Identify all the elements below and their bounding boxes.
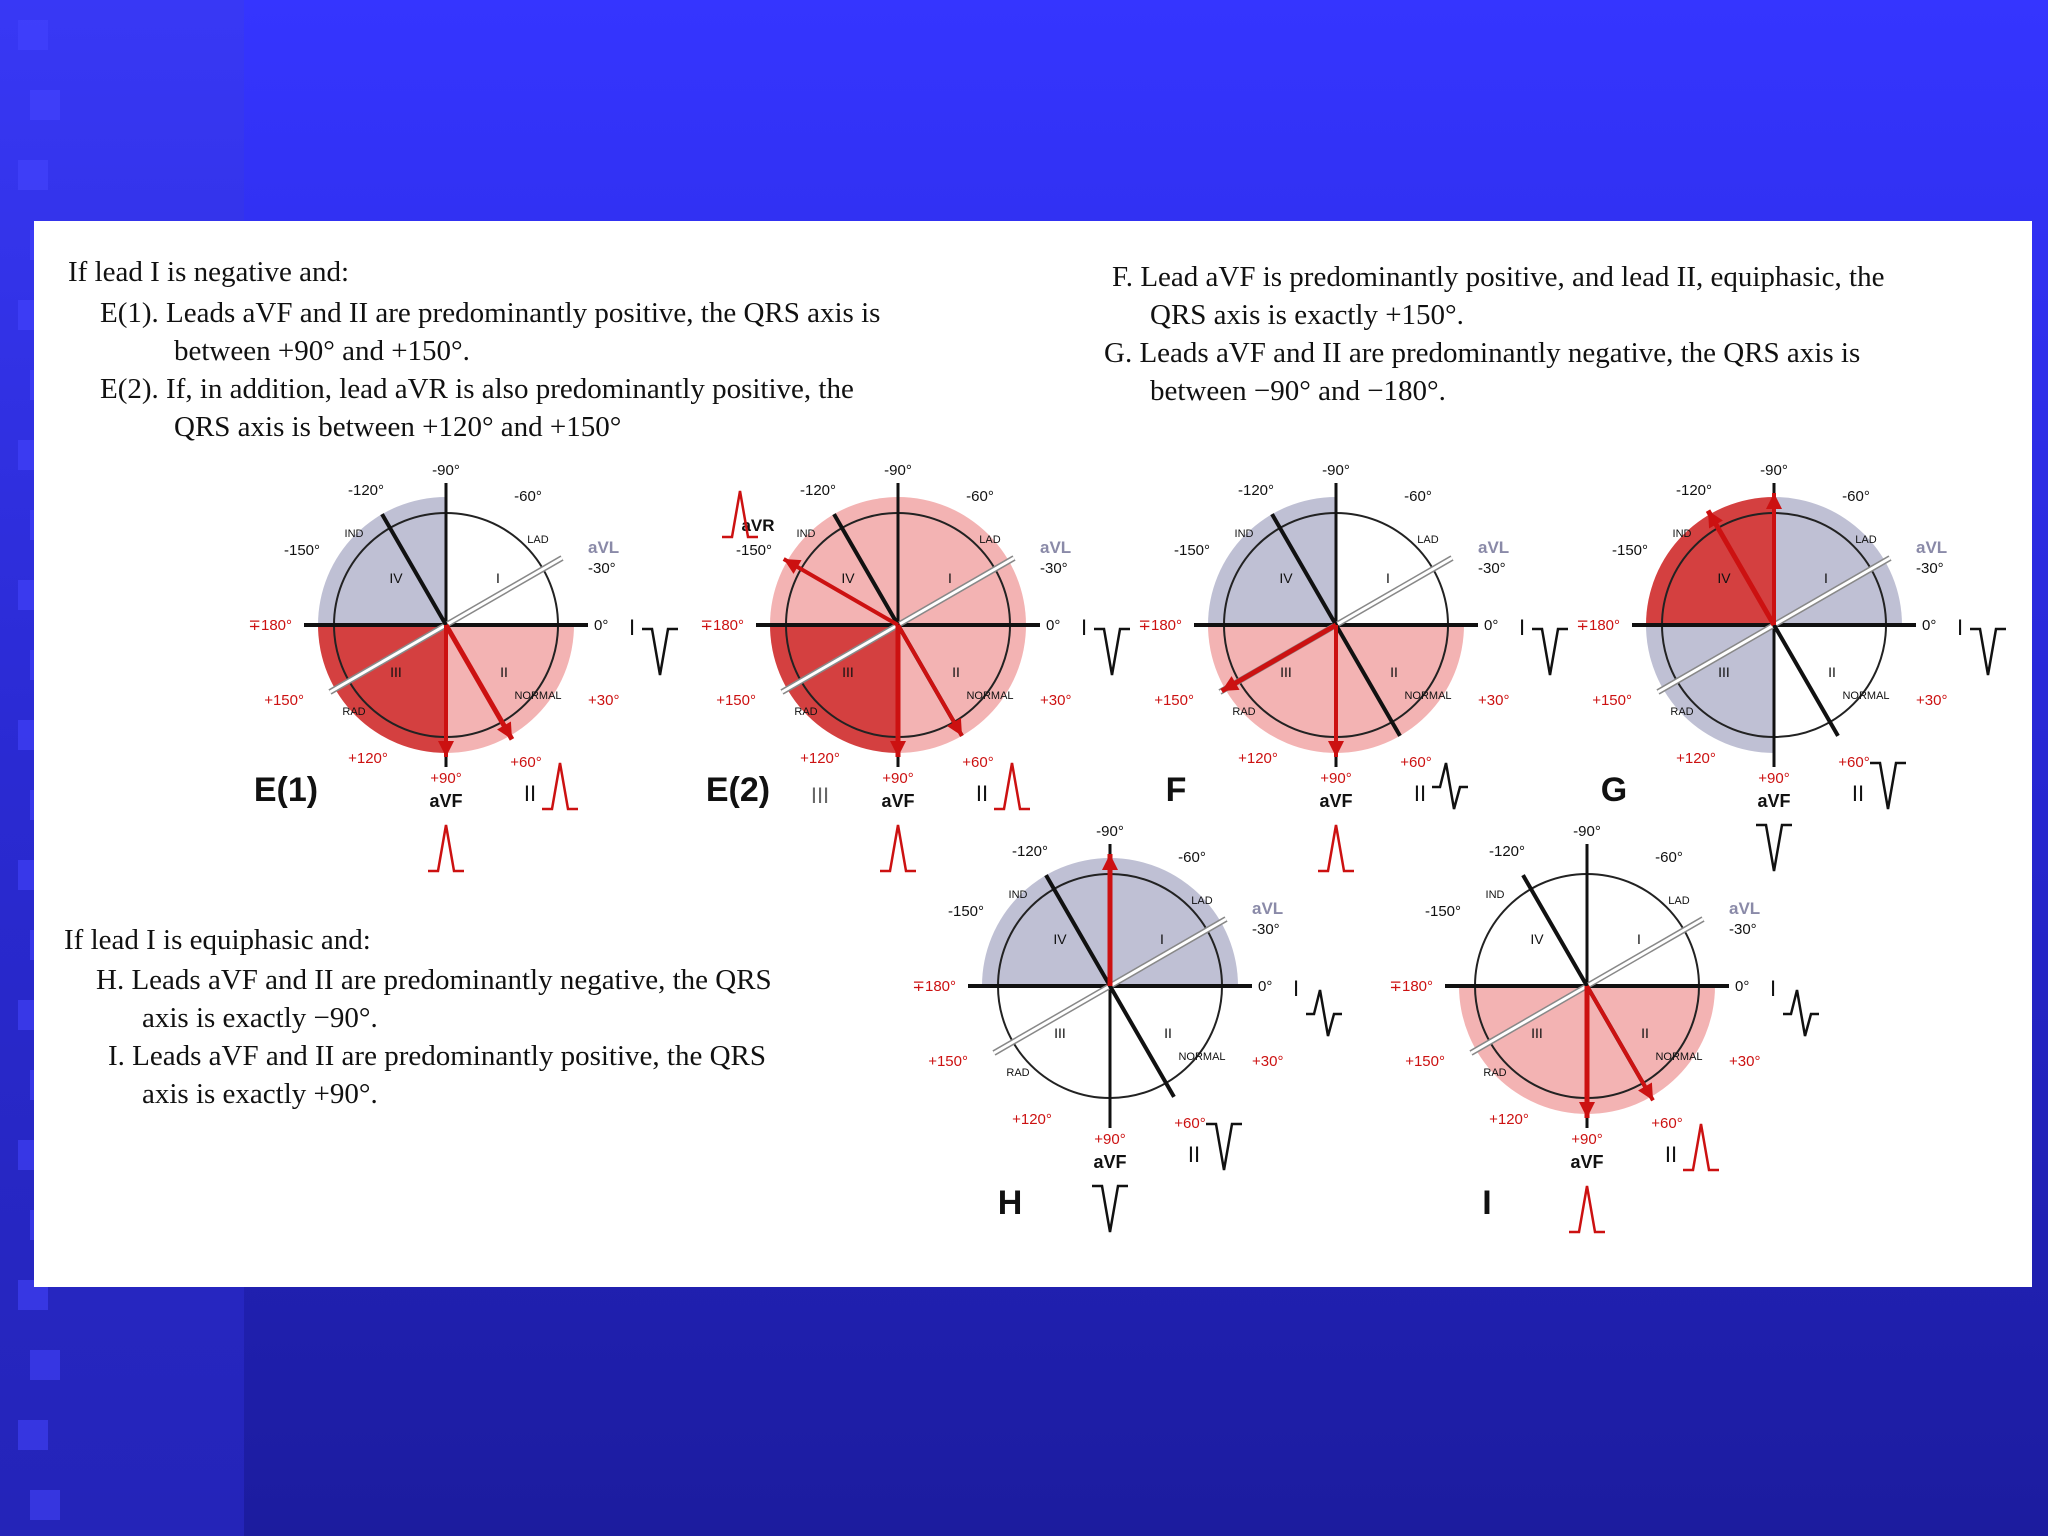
wave-lead-ii: [1870, 763, 1906, 809]
zone-quad-ii: II: [1164, 1025, 1172, 1041]
label-p60: +60°: [1400, 754, 1432, 771]
label-p30: +30°: [1252, 1053, 1284, 1070]
decorative-square: [18, 1420, 48, 1450]
label-zero: 0°: [1922, 617, 1937, 634]
zone-quad-iv: IV: [1053, 931, 1067, 947]
zone-ind: IND: [1485, 889, 1505, 901]
label-p120: +120°: [1489, 1111, 1529, 1128]
label-m30: -30°: [1729, 921, 1757, 938]
zone-quad-iii: III: [1054, 1025, 1066, 1041]
zone-quad-iv: IV: [1279, 570, 1293, 586]
decorative-square: [18, 160, 48, 190]
label-m60: -60°: [514, 488, 542, 505]
label-m60: -60°: [1178, 849, 1206, 866]
zone-lad: LAD: [1855, 534, 1877, 546]
label-pm180: ∓180°: [1389, 978, 1433, 995]
zone-ind: IND: [796, 528, 816, 540]
zone-normal: NORMAL: [966, 690, 1014, 702]
label-avf: aVF: [429, 791, 463, 811]
label-m60: -60°: [1842, 488, 1870, 505]
zone-quad-iii: III: [1718, 664, 1730, 680]
label-m120: -120°: [1675, 482, 1713, 499]
label-m30: -30°: [1252, 921, 1280, 938]
zone-lad: LAD: [979, 534, 1001, 546]
wave-lead-ii: [1432, 763, 1468, 809]
text-f: F. Lead aVF is predominantly positive, and lead II, equiphasic, the QRS axis is exactly +150°.: [1112, 261, 1885, 331]
zone-quad-iv: IV: [1530, 931, 1544, 947]
diagram-title: E(2): [705, 771, 771, 809]
zone-lad: LAD: [1191, 895, 1213, 907]
diagram-title: G: [1600, 771, 1628, 809]
diagram-f: [1138, 462, 1568, 871]
label-m150: -150°: [1424, 903, 1462, 920]
intro-negative: If lead I is negative and:: [68, 256, 350, 288]
label-m30: -30°: [588, 560, 616, 577]
zone-quad-iii: III: [390, 664, 402, 680]
zone-normal: NORMAL: [514, 690, 562, 702]
label-m90: -90°: [432, 462, 460, 479]
zone-normal: NORMAL: [1842, 690, 1890, 702]
label-avl: aVL: [588, 538, 620, 557]
label-p30: +30°: [1729, 1053, 1761, 1070]
label-avf: aVF: [1570, 1152, 1604, 1172]
label-zero: 0°: [1258, 978, 1273, 995]
label-pm180: ∓180°: [1576, 617, 1620, 634]
zone-lad: LAD: [527, 534, 549, 546]
diagram-i: [1389, 823, 1819, 1232]
wave-avf: [1092, 1186, 1128, 1232]
text-g: G. Leads aVF and II are predominantly negative, the QRS axis is between −90° and −180°.: [1104, 337, 1861, 407]
wave-avf: [880, 825, 916, 871]
label-p150: +150°: [716, 692, 756, 709]
zone-quad-iv: IV: [841, 570, 855, 586]
text-i: I. Leads aVF and II are predominantly positive, the QRS axis is exactly +90°.: [108, 1040, 766, 1110]
wave-lead-i: [1970, 629, 2006, 675]
zone-ind: IND: [1234, 528, 1254, 540]
label-avr: aVR: [741, 516, 775, 535]
content-panel: [34, 221, 2032, 1287]
diagram-g: [1576, 462, 2006, 871]
label-p60: +60°: [1174, 1115, 1206, 1132]
label-p120: +120°: [1012, 1111, 1052, 1128]
wave-lead-ii: [1683, 1124, 1719, 1170]
label-m90: -90°: [1573, 823, 1601, 840]
label-p120: +120°: [800, 750, 840, 767]
label-p30: +30°: [588, 692, 620, 709]
label-m120: -120°: [1237, 482, 1275, 499]
label-m30: -30°: [1916, 560, 1944, 577]
label-avl: aVL: [1040, 538, 1072, 557]
text-e2: E(2). If, in addition, lead aVR is also predominantly positive, the QRS axis is between +120° and +150°: [100, 373, 854, 443]
label-m90: -90°: [1322, 462, 1350, 479]
label-p150: +150°: [928, 1053, 968, 1070]
label-lead-i: I: [628, 615, 636, 640]
diagram-title: E(1): [253, 771, 319, 809]
zone-quad-iii: III: [1531, 1025, 1543, 1041]
label-avl: aVL: [1729, 899, 1761, 918]
label-p60: +60°: [962, 754, 994, 771]
label-m60: -60°: [1655, 849, 1683, 866]
zone-rad: RAD: [1006, 1067, 1030, 1079]
zone-quad-i: I: [1160, 931, 1164, 947]
axis-diagrams: [34, 221, 2032, 1287]
label-lead-ii: II: [975, 781, 989, 806]
zone-normal: NORMAL: [1178, 1051, 1226, 1063]
wave-avf: [1318, 825, 1354, 871]
zone-quad-ii: II: [500, 664, 508, 680]
zone-ind: IND: [344, 528, 364, 540]
wave-lead-i: [1094, 629, 1130, 675]
zone-quad-iii: III: [1280, 664, 1292, 680]
wave-avf: [1569, 1186, 1605, 1232]
label-zero: 0°: [1046, 617, 1061, 634]
zone-quad-ii: II: [1390, 664, 1398, 680]
wave-lead-ii: [994, 763, 1030, 809]
label-p120: +120°: [1238, 750, 1278, 767]
label-lead-i: I: [1956, 615, 1964, 640]
zone-quad-ii: II: [1828, 664, 1836, 680]
label-p30: +30°: [1916, 692, 1948, 709]
label-m60: -60°: [966, 488, 994, 505]
zone-lad: LAD: [1417, 534, 1439, 546]
wave-lead-i: [1783, 990, 1819, 1036]
label-zero: 0°: [1735, 978, 1750, 995]
wave-avf: [1756, 825, 1792, 871]
decorative-square: [30, 1350, 60, 1380]
label-m150: -150°: [947, 903, 985, 920]
label-m30: -30°: [1478, 560, 1506, 577]
label-m30: -30°: [1040, 560, 1068, 577]
decorative-square: [30, 90, 60, 120]
label-p90: +90°: [1758, 770, 1790, 787]
label-lead-i: I: [1080, 615, 1088, 640]
wave-lead-ii: [1206, 1124, 1242, 1170]
label-avl: aVL: [1252, 899, 1284, 918]
label-p120: +120°: [348, 750, 388, 767]
zone-quad-ii: II: [952, 664, 960, 680]
diagram-e2: [700, 462, 1130, 871]
label-p120: +120°: [1676, 750, 1716, 767]
diagram-title: H: [997, 1184, 1023, 1222]
label-avf: aVF: [881, 791, 915, 811]
wave-lead-ii: [542, 763, 578, 809]
label-p90: +90°: [1320, 770, 1352, 787]
text-h: H. Leads aVF and II are predominantly negative, the QRS axis is exactly −90°.: [96, 964, 772, 1034]
label-m150: -150°: [283, 542, 321, 559]
label-p90: +90°: [1094, 1131, 1126, 1148]
label-p150: +150°: [1405, 1053, 1445, 1070]
label-m120: -120°: [1488, 843, 1526, 860]
zone-rad: RAD: [794, 706, 818, 718]
label-lead-i: I: [1292, 976, 1300, 1001]
zone-ind: IND: [1008, 889, 1028, 901]
label-m60: -60°: [1404, 488, 1432, 505]
label-p90: +90°: [1571, 1131, 1603, 1148]
label-m150: -150°: [1611, 542, 1649, 559]
label-avf: aVF: [1093, 1152, 1127, 1172]
label-pm180: ∓180°: [248, 617, 292, 634]
zone-rad: RAD: [342, 706, 366, 718]
label-lead-ii: II: [523, 781, 537, 806]
label-p30: +30°: [1040, 692, 1072, 709]
label-p90: +90°: [882, 770, 914, 787]
wave-avf: [428, 825, 464, 871]
zone-quad-ii: II: [1641, 1025, 1649, 1041]
label-m90: -90°: [1760, 462, 1788, 479]
zone-normal: NORMAL: [1655, 1051, 1703, 1063]
label-m90: -90°: [884, 462, 912, 479]
diagram-title: F: [1165, 771, 1187, 809]
zone-lad: LAD: [1668, 895, 1690, 907]
zone-quad-i: I: [1824, 570, 1828, 586]
zone-quad-iii: III: [842, 664, 854, 680]
zone-ind: IND: [1672, 528, 1692, 540]
wave-lead-i: [1532, 629, 1568, 675]
intro-equiphasic: If lead I is equiphasic and:: [64, 924, 371, 956]
wave-lead-i: [1306, 990, 1342, 1036]
label-m150: -150°: [1173, 542, 1211, 559]
zone-quad-i: I: [496, 570, 500, 586]
diagram-title: I: [1482, 1184, 1492, 1222]
label-avl: aVL: [1478, 538, 1510, 557]
diagram-h: [912, 823, 1342, 1232]
label-p150: +150°: [1592, 692, 1632, 709]
zone-quad-i: I: [1386, 570, 1390, 586]
wave-lead-i: [642, 629, 678, 675]
label-pm180: ∓180°: [700, 617, 744, 634]
decorative-square: [30, 1490, 60, 1520]
zone-quad-iv: IV: [1717, 570, 1731, 586]
label-p60: +60°: [1838, 754, 1870, 771]
decorative-square: [18, 20, 48, 50]
label-avl: aVL: [1916, 538, 1948, 557]
label-avf: aVF: [1757, 791, 1791, 811]
zone-quad-i: I: [948, 570, 952, 586]
label-m120: -120°: [1011, 843, 1049, 860]
label-m120: -120°: [799, 482, 837, 499]
zone-rad: RAD: [1232, 706, 1256, 718]
label-lead-ii: II: [1413, 781, 1427, 806]
text-e1: E(1). Leads aVF and II are predominantly positive, the QRS axis is between +90° and +150°.: [100, 297, 881, 367]
label-p150: +150°: [264, 692, 304, 709]
zone-rad: RAD: [1670, 706, 1694, 718]
label-zero: 0°: [1484, 617, 1499, 634]
label-pm180: ∓180°: [1138, 617, 1182, 634]
zone-quad-iv: IV: [389, 570, 403, 586]
label-p60: +60°: [510, 754, 542, 771]
label-p90: +90°: [430, 770, 462, 787]
label-p150: +150°: [1154, 692, 1194, 709]
label-m90: -90°: [1096, 823, 1124, 840]
label-lead-iii: III: [810, 783, 830, 808]
zone-normal: NORMAL: [1404, 690, 1452, 702]
zone-quad-i: I: [1637, 931, 1641, 947]
label-lead-i: I: [1769, 976, 1777, 1001]
label-lead-ii: II: [1664, 1142, 1678, 1167]
label-m120: -120°: [347, 482, 385, 499]
label-zero: 0°: [594, 617, 609, 634]
label-p60: +60°: [1651, 1115, 1683, 1132]
label-pm180: ∓180°: [912, 978, 956, 995]
label-lead-ii: II: [1851, 781, 1865, 806]
label-p30: +30°: [1478, 692, 1510, 709]
label-lead-i: I: [1518, 615, 1526, 640]
label-m150: -150°: [735, 542, 773, 559]
label-lead-ii: II: [1187, 1142, 1201, 1167]
label-avf: aVF: [1319, 791, 1353, 811]
zone-rad: RAD: [1483, 1067, 1507, 1079]
diagram-e1: [248, 462, 678, 871]
